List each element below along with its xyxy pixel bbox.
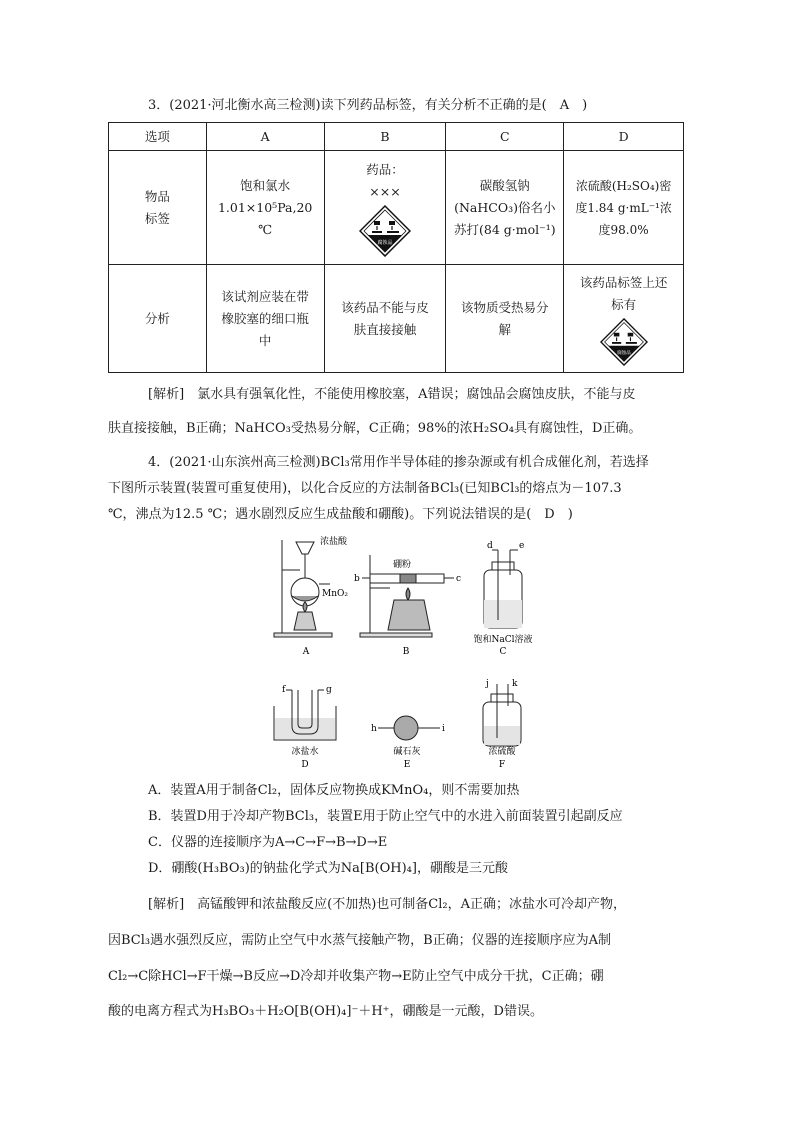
reagent-nacl: 饱和NaCl溶液 <box>473 635 533 645</box>
label-b <box>324 151 446 265</box>
caption-a: A <box>302 647 310 657</box>
analysis-b-text: 该药品不能与皮 肤直接接触 <box>341 299 429 337</box>
q3-explanation-line2: 肤直接接触，B正确；NaHCO₃受热易分解，C正确；98%的浓H₂SO₄具有腐蚀性，D正确。 <box>108 421 642 436</box>
reagent-conc-h2so4: 浓硫酸 <box>488 747 516 757</box>
header-c: C <box>446 123 564 151</box>
apparatus-figure <box>270 530 540 775</box>
q4-explanation-line4: 酸的电离方程式为H₃BO₃＋H₂O[B(OH)₄]⁻＋H⁺，硼酸是一元酸，D错误。 <box>108 1004 543 1019</box>
analysis-c <box>446 265 564 373</box>
analysis-d-text: 该药品标签上还 标有 <box>579 274 668 312</box>
port-i: i <box>442 724 445 734</box>
apparatus-f <box>483 684 521 746</box>
label-a <box>206 151 324 265</box>
corrosive-hazard-icon <box>600 318 648 366</box>
q4-stem-line1: 4．(2021·山东滨州高三检测)BCl₃常用作半导体硅的掺杂源或有机合成催化剂，若选择 <box>148 455 649 470</box>
analysis-a <box>206 265 324 373</box>
header-a: A <box>206 123 324 151</box>
q3-label-table <box>108 122 684 373</box>
port-g: g <box>326 685 332 695</box>
q4-explanation-line2: 因BCl₃遇水强烈反应，需防止空气中水蒸气接触产物，B正确；仪器的连接顺序应为A制 <box>108 933 612 948</box>
row-analysis-label: 分析 <box>109 265 207 373</box>
q4-explanation-line1: [解析] 高锰酸钾和浓盐酸反应(不加热)也可制备Cl₂，A正确；冰盐水可冷却产物， <box>148 897 626 912</box>
caption-b: B <box>402 647 410 657</box>
apparatus-d <box>274 690 336 740</box>
apparatus-e <box>378 716 440 740</box>
caption-c: C <box>499 647 507 657</box>
caption-f: F <box>498 760 506 770</box>
analysis-a-text: 该试剂应装在带 橡胶塞的细口瓶 中 <box>221 288 309 348</box>
label-c-text: 碳酸氢钠 (NaHCO₃)俗名小 苏打(84 g·mol⁻¹) <box>454 177 556 237</box>
analysis-b <box>324 265 446 373</box>
analysis-c-text: 该物质受热易分 解 <box>461 299 549 337</box>
port-h: h <box>371 724 377 734</box>
label-c <box>446 151 564 265</box>
reagent-ice-salt: 冰盐水 <box>291 747 319 757</box>
q4-option-c: C．仪器的连接顺序为A→C→F→B→D→E <box>148 835 388 850</box>
caption-e: E <box>403 760 411 770</box>
q4-option-b: B．装置D用于冷却产物BCl₃，装置E用于防止空气中的水进入前面装置引起副反应 <box>148 809 623 824</box>
q4-stem-line3: ℃，沸点为12.5 ℃；遇水剧烈反应生成盐酸和硼酸)。下列说法错误的是( D ) <box>108 507 573 522</box>
hazard-sign-text: 腐蚀品 <box>616 350 631 356</box>
label-d-text: 浓硫酸(H₂SO₄)密 度1.84 g·mL⁻¹浓 度98.0% <box>575 178 672 237</box>
reagent-boron: 硼粉 <box>393 560 412 570</box>
corrosive-hazard-icon <box>359 205 411 257</box>
table-row-analysis <box>109 265 684 373</box>
header-option: 选项 <box>109 123 207 151</box>
port-j: j <box>486 679 489 689</box>
label-d <box>564 151 684 265</box>
hazard-sign-text: 腐蚀品 <box>377 239 393 246</box>
q3-stem: 3．(2021·河北衡水高三检测)读下列药品标签，有关分析不正确的是( A ) <box>148 98 588 113</box>
table-header-row <box>109 123 684 151</box>
header-d: D <box>564 123 684 151</box>
label-a-text: 饱和氯水 1.01×10⁵Pa,20 ℃ <box>217 177 313 237</box>
row-label-text: 物品 标签 <box>144 188 170 226</box>
port-d: d <box>487 541 493 551</box>
label-b-text: 药品： ××× <box>366 161 404 199</box>
apparatus-c <box>484 550 522 628</box>
row-label-label <box>109 151 207 265</box>
q4-option-a: A．装置A用于制备Cl₂，固体反应物换成KMnO₄，则不需要加热 <box>148 783 520 798</box>
port-c: c <box>456 574 462 584</box>
caption-d: D <box>301 760 309 770</box>
port-e: e <box>519 541 525 551</box>
q4-explanation-line3: Cl₂→C除HCl→F干燥→B反应→D冷却并收集产物→E防止空气中成分干扰，C正确；硼 <box>108 969 604 984</box>
analysis-d <box>564 265 684 373</box>
port-f: f <box>282 685 286 695</box>
reagent-conc-hcl: 浓盐酸 <box>320 537 348 547</box>
table-row-label <box>109 151 684 265</box>
reagent-soda-lime: 碱石灰 <box>393 747 421 757</box>
q3-explanation-line1: [解析] 氯水具有强氧化性，不能使用橡胶塞，A错误；腐蚀品会腐蚀皮肤，不能与皮 <box>148 387 636 402</box>
port-k: k <box>512 679 518 689</box>
q4-option-d: D．硼酸(H₃BO₃)的钠盐化学式为Na[B(OH)₄]，硼酸是三元酸 <box>148 861 508 876</box>
header-b: B <box>324 123 446 151</box>
q4-stem-line2: 下图所示装置(装置可重复使用)，以化合反应的方法制备BCl₃(已知BCl₃的熔点为－107.3 <box>108 481 622 496</box>
reagent-mno2: MnO₂ <box>322 589 348 599</box>
port-b: b <box>354 574 360 584</box>
